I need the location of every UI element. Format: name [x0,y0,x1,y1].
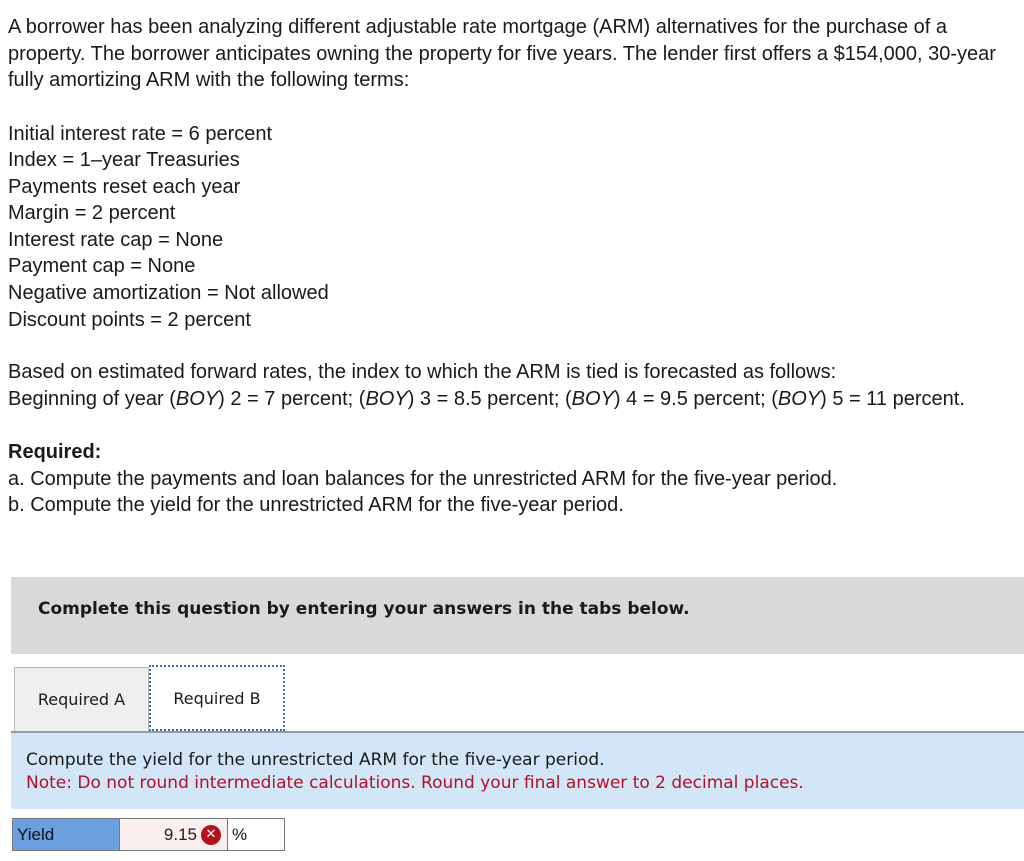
term-discount-points: Discount points = 2 percent [8,308,251,331]
required-section [8,439,1024,519]
term-index: Index = 1–year Treasuries [8,149,240,172]
question-text: Compute the yield for the unrestricted ARM for the five-year period. [26,750,605,770]
problem-intro: A borrower has been analyzing different adjustable rate mortgage (ARM) alternatives for the purchase of a property. The borrower anticipates owning the property for five years. The lender first offers a $154,000, 30-year fully amortizing ARM with the following terms: [8,16,996,91]
loan-terms-list [8,121,1024,334]
required-item-a: a. Compute the payments and loan balances for the unrestricted ARM for the five-year period. [8,467,838,490]
term-negative-amortization: Negative amortization = Not allowed [8,282,329,305]
tab-required-b-label: Required B [173,688,261,708]
incorrect-x-icon: ✕ [201,825,221,845]
percent-unit: % [228,819,284,850]
instruction-text: Complete this question by entering your answers in the tabs below. [38,599,690,619]
question-prompt-panel [11,733,1024,809]
tab-required-a[interactable] [14,667,149,731]
required-item-b: b. Compute the yield for the unrestricted ARM for the five-year period. [8,494,624,517]
forecast-intro: Based on estimated forward rates, the index to which the ARM is tied is forecasted as follows: [8,361,837,384]
yield-input[interactable] [120,819,228,850]
yield-value[interactable]: 9.15 [163,824,197,844]
yield-label: Yield [13,819,120,850]
required-heading: Required: [8,441,102,464]
term-margin: Margin = 2 percent [8,202,176,225]
forecast-values: Beginning of year (BOY) 2 = 7 percent; (BOY) 3 = 8.5 percent; (BOY) 4 = 9.5 percent; (BOY) 5 = 11 percent. [8,387,965,410]
instruction-bar [11,577,1024,654]
term-initial-rate: Initial interest rate = 6 percent [8,122,273,145]
tab-required-a-label: Required A [37,690,126,709]
term-payment-cap: Payment cap = None [8,255,196,278]
answer-row-yield [12,818,285,851]
index-forecast [8,359,1024,412]
problem-statement [8,14,1024,519]
tab-required-b[interactable] [149,665,285,731]
term-rate-cap: Interest rate cap = None [8,228,224,251]
rounding-note: Note: Do not round intermediate calculations. Round your final answer to 2 decimal places. [26,773,804,793]
term-payment-reset: Payments reset each year [8,175,241,198]
